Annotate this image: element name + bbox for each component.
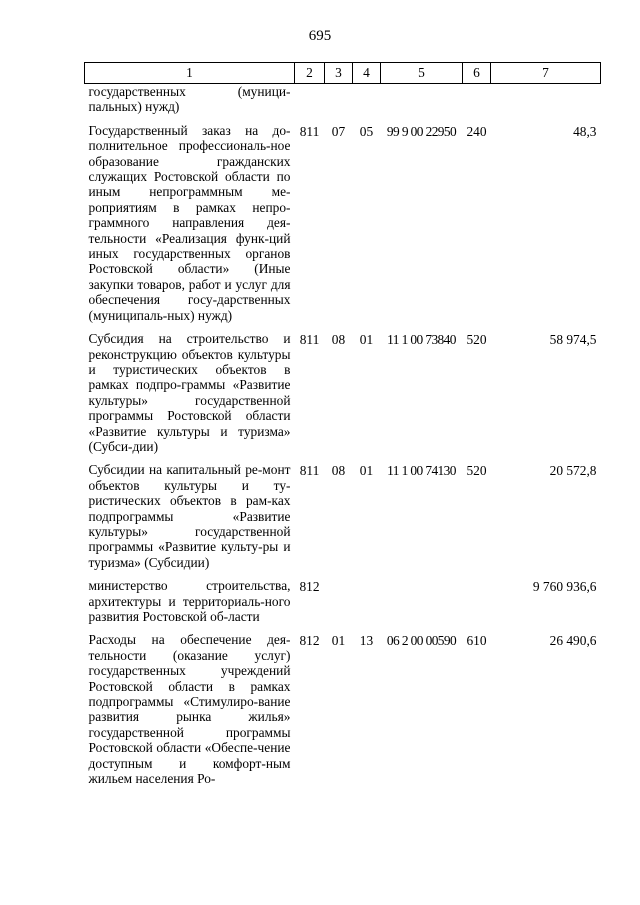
row-description: государственных (муници-пальных) нужд) <box>88 84 291 115</box>
row-section-code: 08 <box>331 332 346 348</box>
table-header-row <box>85 63 601 84</box>
row-amount: 58 974,5 <box>549 332 597 348</box>
row-section-code <box>325 578 353 632</box>
row-description: Государственный заказ на до-полнительное профессиональ-ное образование гражданских служащих Ростовской области по иным непрограммным ме-роприятиям в рамках непро-граммного направления дея-тельности «Реализация функ-ций иных государственных органов Ростовской области» (Иные закупки товаров, работ и услуг для обеспечения госу-дарственных (муниципаль-ных) нужд) <box>88 122 291 323</box>
row-amount: 9 760 936,6 <box>532 579 597 595</box>
row-grbs-code: 811 <box>299 123 320 139</box>
row-expense-type-code: 240 <box>466 123 487 139</box>
column-header-7: 7 <box>491 63 601 84</box>
table-row <box>85 462 601 578</box>
row-section-code: 01 <box>331 633 346 649</box>
row-section-code <box>325 84 353 123</box>
row-target-article-code: 11 1 00 73840 <box>387 332 456 348</box>
row-expense-type-code: 610 <box>466 633 487 649</box>
row-subsection-code <box>353 84 381 123</box>
row-description: Расходы на обеспечение дея-тельности (оказание услуг) государственных учреждений Ростовской области в рамках подпрограммы «Стимулиро-вание развития рынка жилья» государственной программы Ростовской области «Обеспе-чение доступным и комфорт-ным жильем населения Ро- <box>88 632 291 787</box>
row-amount: 20 572,8 <box>549 463 597 479</box>
row-subsection-code: 01 <box>359 332 374 348</box>
column-header-5: 5 <box>381 63 463 84</box>
column-header-1: 1 <box>85 63 295 84</box>
row-expense-type-code <box>463 578 491 632</box>
row-expense-type-code <box>463 84 491 123</box>
budget-table <box>84 62 601 794</box>
row-section-code: 08 <box>331 463 346 479</box>
row-description: Субсидия на строительство и реконструкцию объектов культуры и туристических объектов в рамках подпро-граммы «Развитие культуры» государственной программы Ростовской области «Развитие культуры и туризма» (Субси-дии) <box>88 331 291 454</box>
row-target-article-code: 11 1 00 74130 <box>387 463 456 479</box>
row-subsection-code: 05 <box>359 123 374 139</box>
row-grbs-code: 812 <box>299 579 320 595</box>
row-section-code: 07 <box>331 123 346 139</box>
page-number: 695 <box>308 28 332 44</box>
table-row <box>85 123 601 331</box>
row-grbs-code <box>295 84 325 123</box>
row-target-article-code: 06 2 00 00590 <box>386 633 457 649</box>
column-header-2: 2 <box>295 63 325 84</box>
row-description: Субсидии на капитальный ре-монт объектов культуры и ту-ристических объектов в рам-ках подпрограммы «Развитие культуры» государственной программы «Развитие культу-ры и туризма» (Субсидии) <box>88 462 291 570</box>
row-target-article-code <box>381 578 463 632</box>
column-header-4: 4 <box>353 63 381 84</box>
row-grbs-code: 812 <box>299 633 320 649</box>
row-subsection-code: 13 <box>359 633 374 649</box>
row-description: министерство строительства, архитектуры и территориаль-ного развития Ростовской об-ласти <box>88 578 291 624</box>
column-header-6: 6 <box>463 63 491 84</box>
row-expense-type-code: 520 <box>466 463 487 479</box>
row-grbs-code: 811 <box>299 463 320 479</box>
row-target-article-code <box>381 84 463 123</box>
row-subsection-code <box>353 578 381 632</box>
row-expense-type-code: 520 <box>466 332 487 348</box>
column-header-3: 3 <box>325 63 353 84</box>
row-subsection-code: 01 <box>359 463 374 479</box>
table-row <box>85 632 601 794</box>
row-amount: 48,3 <box>573 123 597 139</box>
row-grbs-code: 811 <box>299 332 320 348</box>
table-row <box>85 331 601 462</box>
row-amount <box>491 84 601 123</box>
row-target-article-code: 99 9 00 22950 <box>386 123 457 139</box>
table-row <box>85 84 601 123</box>
table-row <box>85 578 601 632</box>
row-amount: 26 490,6 <box>549 633 597 649</box>
